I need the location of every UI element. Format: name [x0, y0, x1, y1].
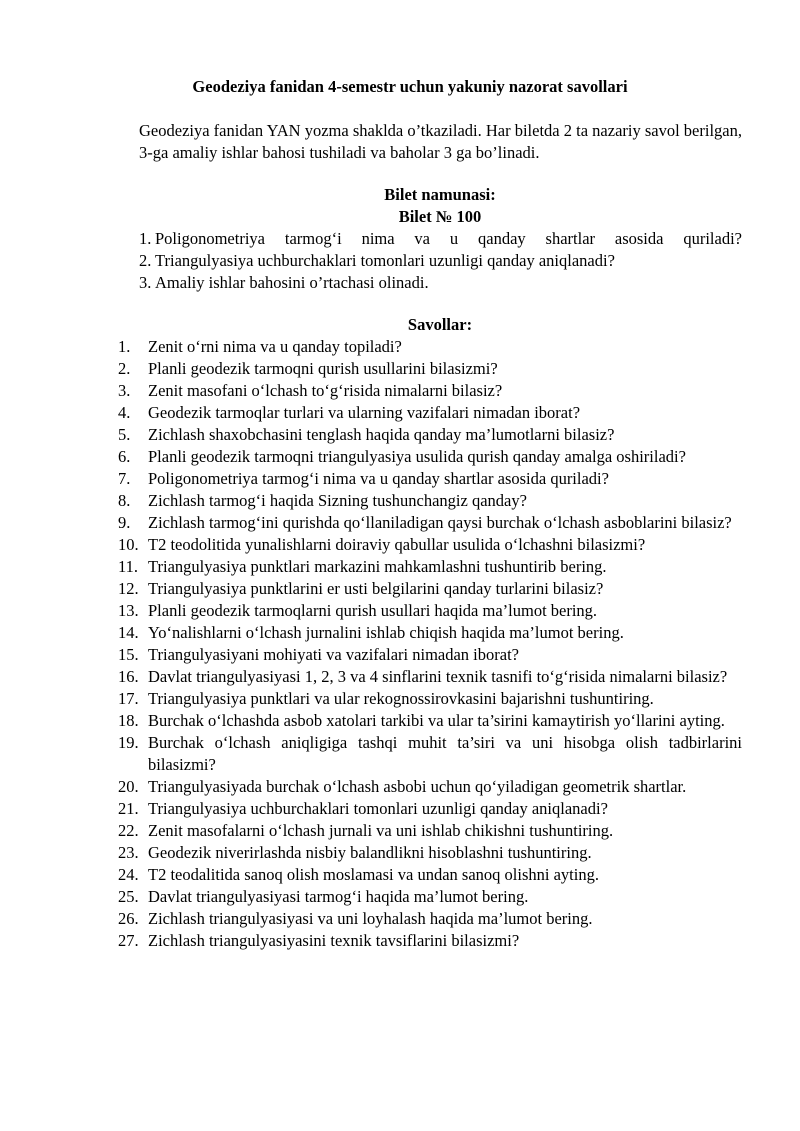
question-item [118, 380, 742, 402]
question-number: 3. [118, 381, 131, 400]
question-item [118, 490, 742, 512]
question-item [118, 622, 742, 644]
question-text: Zenit o‘rni nima va u qanday topiladi? [148, 337, 402, 356]
question-number: 14. [118, 623, 139, 642]
question-item [118, 798, 742, 820]
question-item [118, 776, 742, 798]
question-text: Burchak o‘lchashda asbob xatolari tarkibi va ular ta’sirini kamaytirish yo‘llarini ayting. [148, 711, 725, 730]
ticket-item [139, 228, 742, 250]
ticket-item-number: 3. [139, 273, 152, 292]
question-number: 24. [118, 865, 139, 884]
question-number: 12. [118, 579, 139, 598]
question-item [118, 402, 742, 424]
question-item [118, 710, 742, 732]
sample-heading: Bilet namunasi: [384, 185, 496, 204]
ticket-item-text: Amaliy ishlar bahosini o’rtachasi olinadi. [155, 273, 429, 292]
question-item [118, 424, 742, 446]
ticket-item-text: Poligonometriya tarmog‘i nima va u qanday shartlar asosida quriladi? [155, 229, 742, 248]
question-item [118, 842, 742, 864]
question-item [118, 336, 742, 358]
question-number: 8. [118, 491, 131, 510]
question-text: Geodezik niverirlashda nisbiy balandlikni hisoblashni tushuntiring. [148, 843, 592, 862]
question-text: Davlat triangulyasiyasi 1, 2, 3 va 4 sinflarini texnik tasnifi to‘g‘risida nimalarni bilasiz? [148, 667, 728, 686]
question-item [118, 578, 742, 600]
question-number: 9. [118, 513, 131, 532]
question-text: Geodezik tarmoqlar turlari va ularning vazifalari nimadan iborat? [148, 403, 581, 422]
question-text: Planli geodezik tarmoqni qurish usullarini bilasizmi? [148, 359, 498, 378]
question-number: 15. [118, 645, 139, 664]
question-item [118, 534, 742, 556]
question-item [118, 732, 742, 776]
question-number: 5. [118, 425, 131, 444]
questions-heading: Savollar: [407, 315, 473, 334]
question-text: T2 teodolitida yunalishlarni doiraviy qabullar usulida o‘lchashni bilasizmi? [148, 535, 646, 554]
question-number: 2. [118, 359, 131, 378]
question-item [118, 688, 742, 710]
question-number: 19. [118, 733, 139, 752]
question-number: 23. [118, 843, 139, 862]
question-item [118, 358, 742, 380]
question-number: 6. [118, 447, 131, 466]
question-item [118, 886, 742, 908]
question-number: 17. [118, 689, 139, 708]
question-item [118, 600, 742, 622]
question-item [118, 512, 742, 534]
question-text: Planli geodezik tarmoqlarni qurish usullari haqida ma’lumot bering. [148, 601, 598, 620]
question-item [118, 644, 742, 666]
question-item [118, 666, 742, 688]
question-number: 10. [118, 535, 139, 554]
question-text: Zichlash tarmog‘ini qurishda qo‘llaniladigan qaysi burchak o‘lchash asboblarini bilasiz? [148, 513, 732, 532]
question-number: 4. [118, 403, 131, 422]
ticket-item-number: 1. [139, 229, 152, 248]
ticket-item-text: Triangulyasiya uchburchaklari tomonlari uzunligi qanday aniqlanadi? [155, 251, 615, 270]
question-item [118, 468, 742, 490]
question-number: 13. [118, 601, 139, 620]
question-number: 21. [118, 799, 139, 818]
question-number: 26. [118, 909, 139, 928]
question-text: Triangulyasiyada burchak o‘lchash asbobi uchun qo‘yiladigan geometrik shartlar. [148, 777, 687, 796]
question-text: Zichlash tarmog‘i haqida Sizning tushunchangiz qanday? [148, 491, 527, 510]
ticket-list [139, 228, 742, 294]
question-item [118, 930, 742, 952]
question-text: Davlat triangulyasiyasi tarmog‘i haqida ma’lumot bering. [148, 887, 529, 906]
question-text: Triangulyasiya uchburchaklari tomonlari uzunligi qanday aniqlanadi? [148, 799, 608, 818]
question-number: 22. [118, 821, 139, 840]
question-text: Planli geodezik tarmoqni triangulyasiya usulida qurish qanday amalga oshiriladi? [148, 447, 686, 466]
question-number: 16. [118, 667, 139, 686]
question-item [118, 446, 742, 468]
ticket-item [139, 250, 742, 272]
question-number: 18. [118, 711, 139, 730]
question-number: 7. [118, 469, 131, 488]
question-text: Zichlash triangulyasiyasini texnik tavsiflarini bilasizmi? [148, 931, 520, 950]
question-item [118, 864, 742, 886]
question-number: 27. [118, 931, 139, 950]
question-text: Yo‘nalishlarni o‘lchash jurnalini ishlab chiqish haqida ma’lumot bering. [148, 623, 624, 642]
questions-list [118, 336, 742, 952]
question-item [118, 556, 742, 578]
question-text: Burchak o‘lchash aniqligiga tashqi muhit ta’siri va uni hisobga olish tadbirlarini bilasizmi? [148, 733, 742, 774]
question-text: Triangulyasiya punktlarini er usti belgilarini qanday turlarini bilasiz? [148, 579, 604, 598]
question-text: Triangulyasiyani mohiyati va vazifalari nimadan iborat? [148, 645, 519, 664]
question-text: Zichlash shaxobchasini tenglash haqida qanday ma’lumotlarni bilasiz? [148, 425, 615, 444]
question-number: 20. [118, 777, 139, 796]
question-number: 1. [118, 337, 131, 356]
question-item [118, 908, 742, 930]
question-item [118, 820, 742, 842]
question-number: 11. [118, 557, 139, 576]
question-text: Zenit masofalarni o‘lchash jurnali va uni ishlab chikishni tushuntiring. [148, 821, 614, 840]
ticket-item [139, 272, 742, 294]
ticket-heading: Bilet № 100 [398, 207, 482, 226]
question-text: Zenit masofani o‘lchash to‘g‘risida nimalarni bilasiz? [148, 381, 503, 400]
question-text: Poligonometriya tarmog‘i nima va u qanday shartlar asosida quriladi? [148, 469, 609, 488]
question-text: T2 teodalitida sanoq olish moslamasi va undan sanoq olishni ayting. [148, 865, 599, 884]
intro-paragraph: Geodeziya fanidan YAN yozma shaklda o’tkaziladi. Har biletda 2 ta nazariy savol berilgan, 3-ga amaliy ishlar bahosi tushiladi va baholar 3 ga bo’linadi. [139, 121, 742, 162]
question-text: Triangulyasiya punktlari markazini mahkamlashni tushuntirib bering. [148, 557, 607, 576]
document-title: Geodeziya fanidan 4-semestr uchun yakuniy nazorat savollari [192, 77, 628, 96]
ticket-item-number: 2. [139, 251, 152, 270]
question-number: 25. [118, 887, 139, 906]
question-text: Triangulyasiya punktlari va ular rekognossirovkasini bajarishni tushuntiring. [148, 689, 654, 708]
question-text: Zichlash triangulyasiyasi va uni loyhalash haqida ma’lumot bering. [148, 909, 593, 928]
